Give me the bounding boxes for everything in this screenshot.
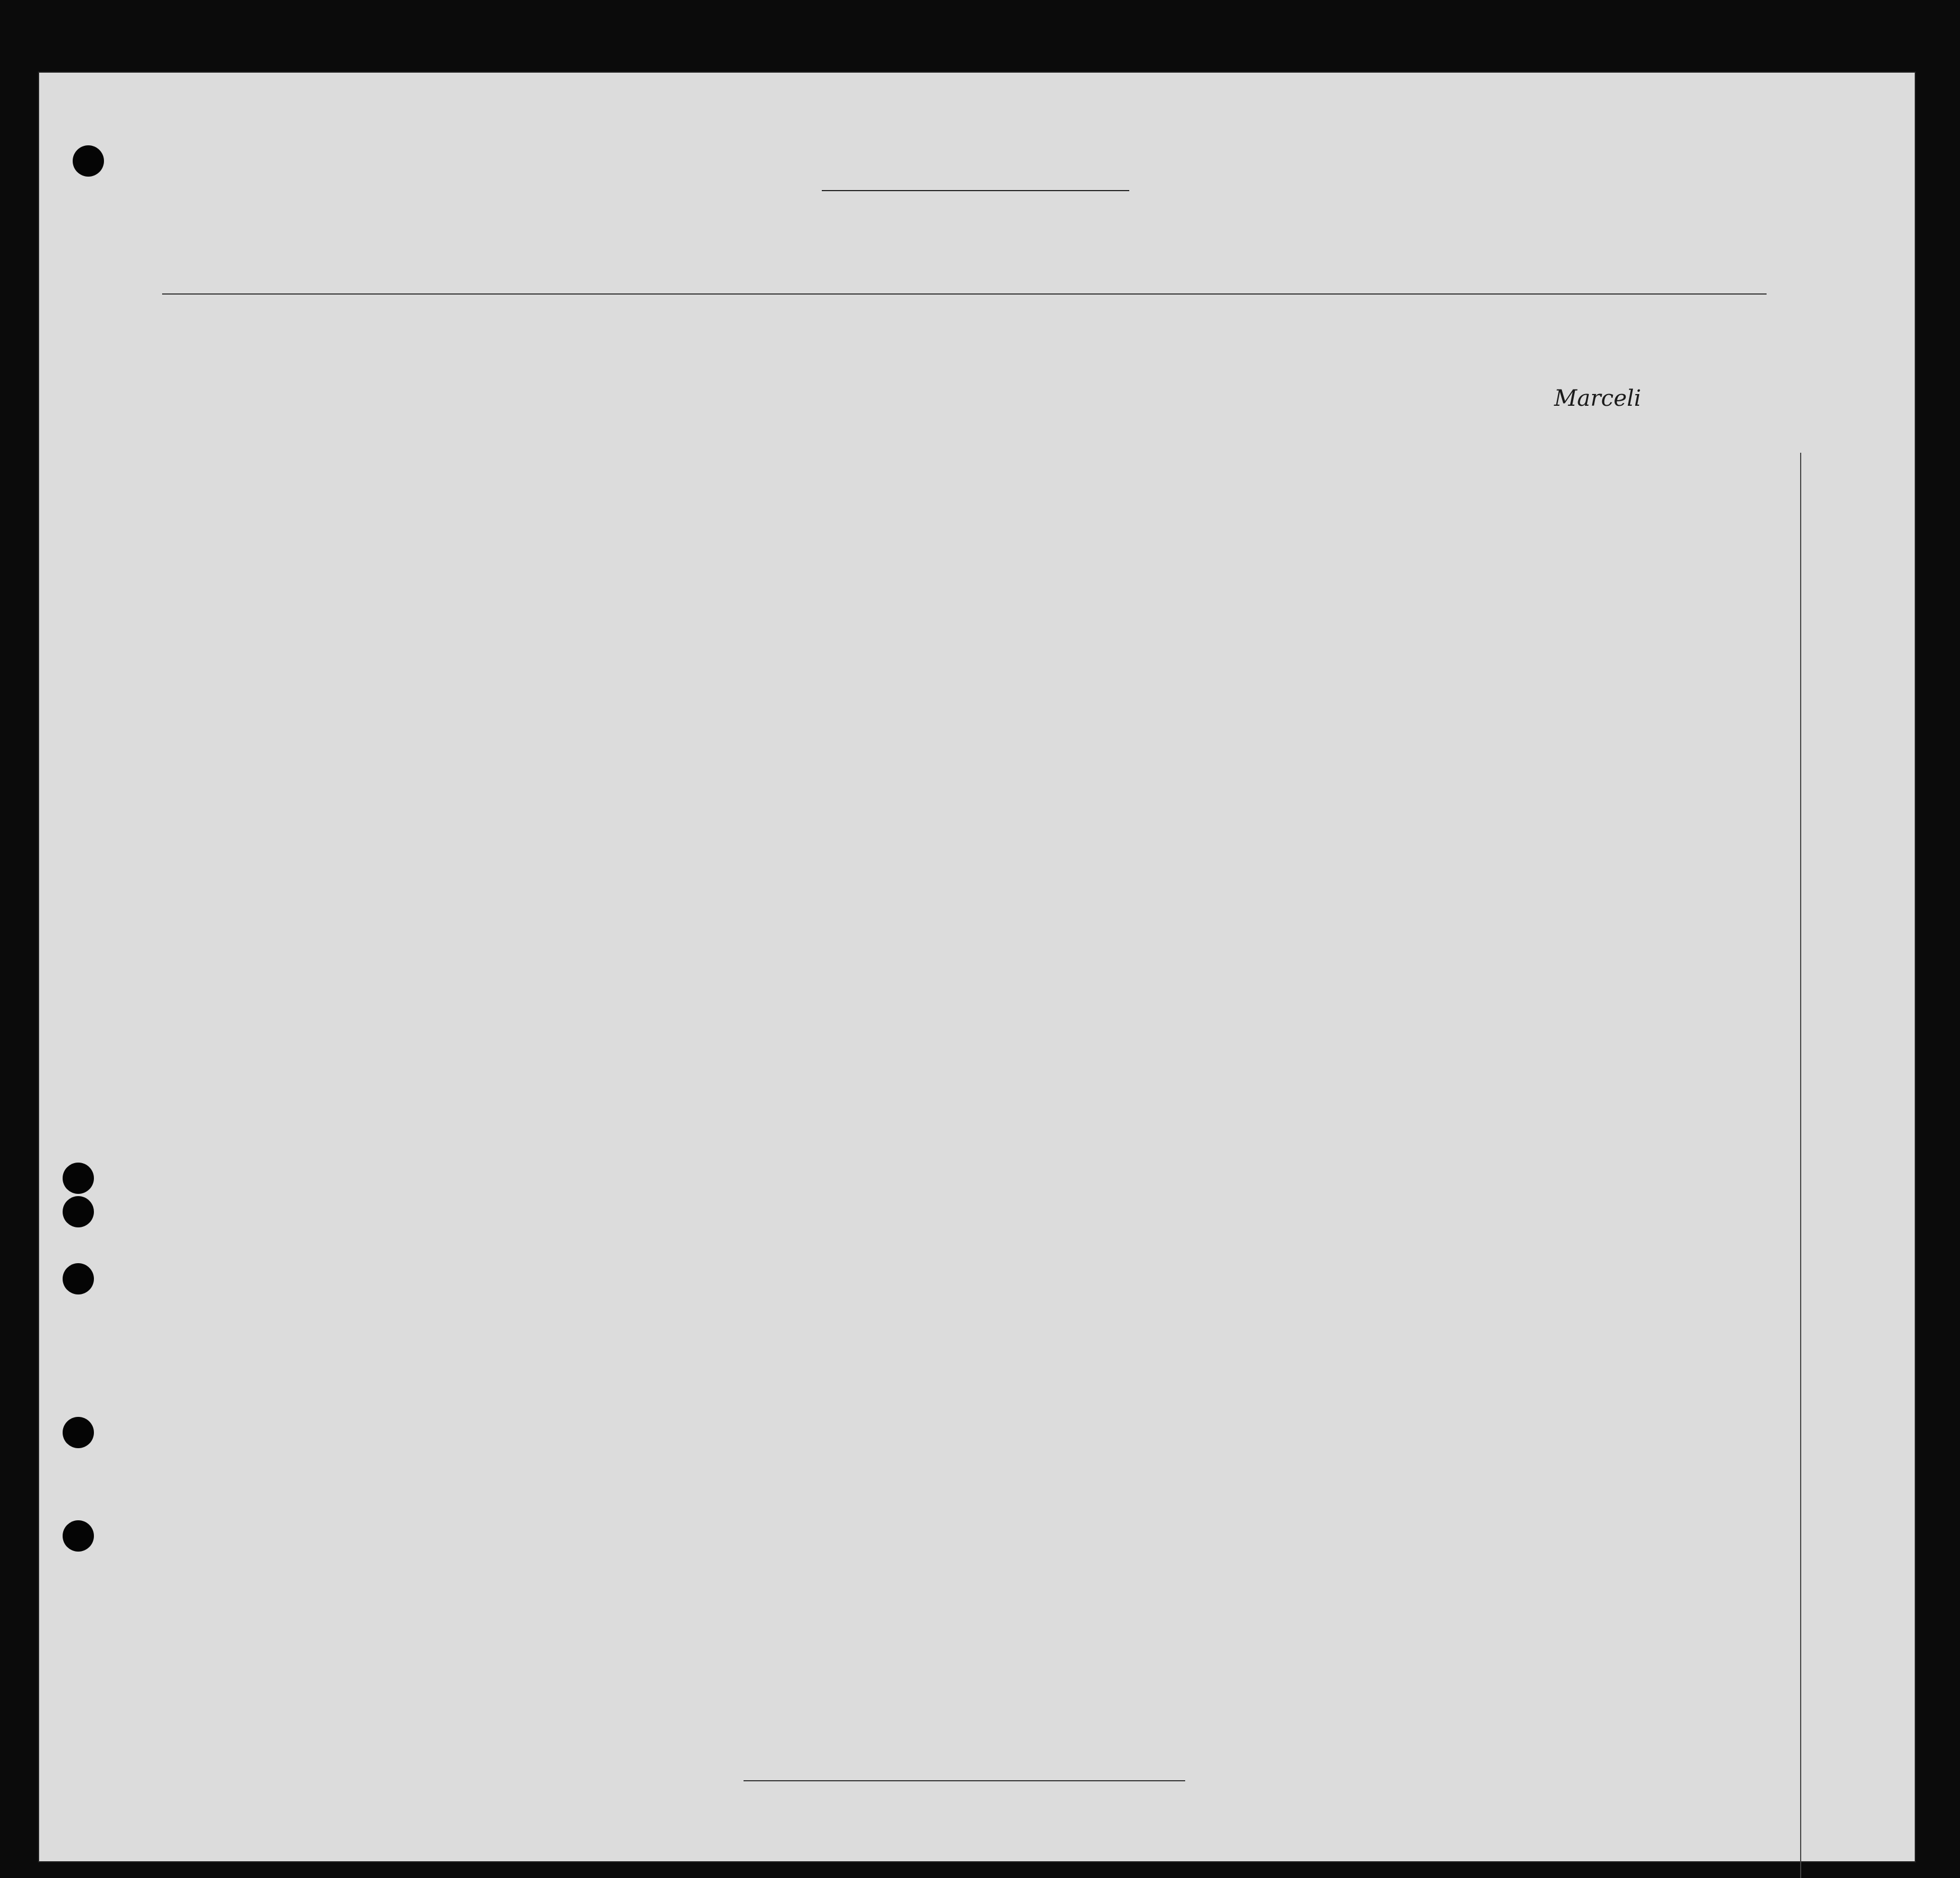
table-grid xyxy=(39,73,1915,1861)
remarks-signature-1: Marceli xyxy=(1554,386,1641,411)
